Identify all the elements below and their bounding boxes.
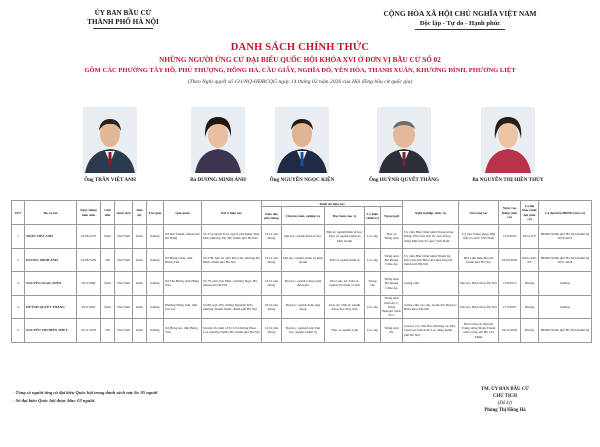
org-underline bbox=[93, 28, 153, 29]
cell-gender: Nữ bbox=[101, 248, 115, 272]
cell-hometown: Xã Tân Hưng, tỉnh Hưng Yên bbox=[164, 272, 202, 296]
cell-na-delegate: Khóa XV bbox=[521, 225, 539, 249]
cell-language: Tiếng Anh trình độ C; Tiếng Bungari trình độ C bbox=[382, 296, 401, 318]
table-row bbox=[12, 272, 592, 296]
col-header-general-edu: Giáo dục phổ thông bbox=[262, 207, 282, 225]
issuing-organization bbox=[28, 9, 218, 29]
cell-pc-delegate: HĐND thành phố Hà Nội nhiệm kỳ 2021-2026 bbox=[539, 248, 592, 272]
cell-occupation: Cán bộ, Ủy viên Ban Thường vụ, Phó Chủ tịch Liên đoàn Lao động thành phố Hà Nội bbox=[403, 319, 459, 343]
cell-nationality: Việt Nam bbox=[115, 248, 133, 272]
cell-specialty: Đại học, ngành Quản trị kinh doanh bbox=[282, 248, 325, 272]
portrait-caption: Ông TRẦN VIỆT ANH bbox=[84, 177, 136, 183]
col-header-hometown: Quê quán bbox=[164, 201, 202, 225]
col-header-stt: STT bbox=[12, 201, 25, 225]
resolution-note: (Theo Nghị quyết số 131/NQ-HĐBCQG ngày 14 tháng 02 năm 2026 của Hội đồng bầu cử quốc gia) bbox=[187, 79, 413, 85]
national-motto bbox=[345, 9, 575, 30]
col-header-education-group: Trình độ hiện nay bbox=[262, 201, 403, 207]
cell-residence: Số 89, ngõ 295, đường Nguyễn Trãi, phường Thanh Xuân, thành phố Hà Nội bbox=[202, 295, 262, 319]
cell-workplace: Ủy ban Trung ương Mặt trận Tổ quốc Việt Nam bbox=[459, 225, 499, 249]
cell-na-delegate: Không bbox=[521, 295, 539, 319]
sign-title: CHỦ TỊCH bbox=[492, 394, 518, 399]
cell-gender: Nữ bbox=[101, 319, 115, 343]
table-row bbox=[12, 225, 592, 249]
col-header-na-delegate: Là đại biểu Quốc hội (nếu có) bbox=[521, 201, 539, 225]
col-header-pc-delegate: Là đại biểu HĐND (nếu có) bbox=[539, 201, 592, 225]
cell-na-delegate: Không bbox=[521, 319, 539, 343]
cell-pc-delegate: Không bbox=[539, 295, 592, 319]
document-subtitle: NHỮNG NGƯỜI ỨNG CỬ ĐẠI BIỂU QUỐC HỘI KHÓA XVI Ở ĐƠN VỊ BẦU CỬ SỐ 02 bbox=[159, 56, 441, 64]
cell-occupation: Giảng viên cao cấp, Giám đốc Đại học Bách khoa Hà Nội bbox=[403, 295, 459, 319]
col-header-name: Họ và tên bbox=[25, 201, 77, 225]
org-line-1: ỦY BAN BẦU CỬ bbox=[94, 9, 152, 17]
col-header-dob: Ngày tháng năm sinh bbox=[77, 201, 101, 225]
portrait-caption: Bà NGUYỄN THỊ HIỀN THỦY bbox=[472, 177, 544, 183]
portrait-photo bbox=[191, 107, 245, 173]
portrait-photo bbox=[377, 107, 431, 173]
cell-dob: 30/3/1980 bbox=[77, 272, 101, 296]
cell-stt: 1 bbox=[12, 225, 25, 249]
cell-degree: Phó Giáo sư; Tiến sĩ, ngành Kỹ thuật cơ khí bbox=[325, 272, 365, 296]
signature-block bbox=[430, 386, 580, 414]
cell-language: Tiếng Anh B1 bbox=[381, 319, 403, 343]
cell-ethnicity: Kinh bbox=[133, 248, 147, 272]
cell-ethnicity: Kinh bbox=[133, 272, 147, 296]
cell-language: Tiếng Anh B2 khung Châu Âu bbox=[381, 248, 403, 272]
cell-political: Cao cấp bbox=[365, 248, 381, 272]
constituency-wards: GỒM CÁC PHƯỜNG TÂY HỒ, PHÚ THƯỢNG, HỒNG HÀ, CẦU GIẤY, NGHĨA ĐÔ, YÊN HÒA, THANH XUÂN, KHƯƠNG ĐÌNH, PHƯƠNG LIỆT bbox=[84, 67, 516, 74]
cell-stt: 5 bbox=[12, 319, 25, 343]
cell-name: TRẦN VIỆT ANH bbox=[25, 225, 77, 249]
cell-dob: 01/08/1979 bbox=[77, 248, 101, 272]
cell-general-edu: 12/12 phổ thông bbox=[262, 225, 282, 249]
col-header-workplace: Nơi công tác bbox=[459, 201, 499, 225]
cell-religion: Không bbox=[147, 295, 164, 319]
cell-general-edu: 12/12 phổ thông bbox=[262, 272, 282, 296]
cell-nationality: Việt Nam bbox=[115, 272, 133, 296]
cell-religion: Không bbox=[147, 272, 164, 296]
col-header-residence: Nơi ở hiện nay bbox=[202, 201, 262, 225]
cell-party-date: 27/3/2007 bbox=[499, 295, 521, 319]
cell-general-edu: 10/10 phổ thông bbox=[262, 295, 282, 319]
col-header-degree: Học hàm, học vị bbox=[325, 207, 365, 225]
cell-party-date: 15/8/2012 bbox=[499, 272, 521, 296]
cell-religion: Không bbox=[147, 225, 164, 249]
cell-political: Cao cấp bbox=[365, 319, 381, 343]
seats-note: - Số đại biểu Quốc hội được bầu: 03 người. bbox=[13, 398, 96, 403]
candidate-count-note: - Tổng số người ứng cử đại biểu Quốc hội trong danh sách này là: 05 người bbox=[13, 390, 158, 395]
cell-nationality: Việt Nam bbox=[115, 295, 133, 319]
col-header-party-date: Ngày vào Đảng (nếu có) bbox=[499, 201, 521, 225]
portrait-photo bbox=[275, 107, 329, 173]
col-header-political: Lý luận chính trị bbox=[365, 207, 381, 225]
cell-religion: Không bbox=[147, 248, 164, 272]
cell-gender: Nam bbox=[101, 225, 115, 249]
cell-occupation: Ủy viên Ban Chấp hành Trung ương Đảng; Phó Chủ tịch Ủy ban Trung ương Mặt trận Tổ quốc Việt Nam bbox=[403, 225, 459, 249]
cell-gender: Nam bbox=[101, 272, 115, 296]
cell-gender: Nam bbox=[101, 295, 115, 319]
col-header-language: Ngoại ngữ bbox=[381, 207, 403, 225]
cell-workplace: Hội Liên hiệp Phụ nữ thành phố Hà Nội bbox=[459, 248, 499, 272]
cell-party-date: 03/02/2005 bbox=[499, 248, 521, 272]
cell-occupation: Ủy viên Ban Chấp hành Thành ủy; Phó Chủ tịch Hội Liên hiệp Phụ nữ thành phố Hà Nội bbox=[403, 248, 459, 272]
cell-general-edu: 12/12 phổ thông bbox=[262, 248, 282, 272]
table-row bbox=[12, 248, 592, 272]
cell-pc-delegate: HĐND thành phố Hà Nội nhiệm kỳ 2016-2021 bbox=[539, 225, 592, 249]
footer-notes bbox=[13, 389, 158, 405]
portrait-photo bbox=[83, 107, 137, 173]
cell-residence: Số 37A ngách 9/12, ngõ 9 phố Đặng Thai Mai, phường Tây Hồ, thành phố Hà Nội bbox=[202, 225, 262, 249]
cell-degree: Thạc sĩ, ngành Luật bbox=[325, 319, 365, 343]
table-row bbox=[12, 295, 592, 319]
cell-hometown: Phường Đông Sơn, tỉnh Gia Lai bbox=[164, 295, 202, 319]
cell-workplace: Đại học Bách khoa Hà Nội bbox=[459, 295, 499, 319]
cell-residence: Số nhà 36, hẻm 135/15/32 đường Phan Lai, phường Nghĩa Đô, thành phố Hà Nội bbox=[202, 319, 262, 343]
cell-ethnicity: Kinh bbox=[133, 319, 147, 343]
cell-language: Tiếng Anh B2 khung Châu Âu bbox=[381, 272, 403, 296]
cell-pc-delegate: HĐND thành phố Hà Nội nhiệm kỳ bbox=[539, 319, 592, 343]
cell-specialty: Đại học, ngành Luật; Đại học, ngành Chính trị bbox=[282, 319, 325, 343]
cell-residence: Số 27B, ngõ 10, phố Đội Cấn, phường Ba Đình, thành phố Hà Nội bbox=[202, 248, 262, 272]
document-title: DANH SÁCH CHÍNH THỨC bbox=[230, 42, 370, 53]
cell-degree: Tiến sĩ, ngành Kinh tế học; Thạc sĩ, ngành Quản trị kinh doanh bbox=[325, 225, 365, 249]
cell-dob: 25/11/1976 bbox=[77, 319, 101, 343]
cell-stt: 4 bbox=[12, 295, 25, 319]
cell-workplace: Ban Công tác Phụ nữ Trung ương Đoàn Thanh niên Cộng sản Hồ Chí Minh bbox=[459, 319, 499, 343]
signer-name: Phùng Thị Hồng Hà bbox=[484, 408, 526, 413]
cell-specialty: Đại học, ngành Toán ứng dụng bbox=[282, 295, 325, 319]
col-header-occupation: Nghề nghiệp, chức vụ bbox=[403, 201, 459, 225]
col-header-gender: Giới tính bbox=[101, 201, 115, 225]
nation-line-1: CỘNG HÒA XÃ HỘI CHỦ NGHĨA VIỆT NAM bbox=[383, 9, 537, 18]
cell-hometown: Xã Hồng Châu, tỉnh Hưng Yên bbox=[164, 248, 202, 272]
cell-workplace: Đại học Bách khoa Hà Nội bbox=[459, 272, 499, 296]
table-row bbox=[12, 319, 592, 343]
cell-ethnicity: Kinh bbox=[133, 295, 147, 319]
col-header-ethnicity: Dân tộc bbox=[133, 201, 147, 225]
nation-line-2: Độc lập - Tự do - Hạnh phúc bbox=[419, 19, 501, 27]
cell-language: Thạc sĩ, Tiếng Anh bbox=[381, 225, 403, 249]
cell-name: DƯƠNG MINH ÁNH bbox=[25, 248, 77, 272]
cell-nationality: Việt Nam bbox=[115, 225, 133, 249]
cell-name: NGUYỄN NGỌC KIỆN bbox=[25, 272, 77, 296]
cell-occupation: Giảng viên bbox=[403, 272, 459, 296]
cell-degree: Giáo sư; Tiến sĩ, ngành Khoa học máy tính bbox=[325, 295, 365, 319]
cell-hometown: Xã Núi Thành, thành phố Đà Nẵng bbox=[164, 225, 202, 249]
portrait-photo bbox=[481, 107, 535, 173]
portrait-caption: Bà DƯƠNG MINH ÁNH bbox=[190, 177, 246, 183]
cell-dob: 22/08/1975 bbox=[77, 225, 101, 249]
cell-degree: Tiến sĩ, ngành Kinh tế bbox=[325, 248, 365, 272]
cell-stt: 2 bbox=[12, 248, 25, 272]
cell-party-date: 19/12/2002 bbox=[499, 319, 521, 343]
cell-ethnicity: Kinh bbox=[133, 225, 147, 249]
cell-hometown: Xã Hồng An, tỉnh Hưng Yên bbox=[164, 319, 202, 343]
portrait-caption: Ông NGUYỄN NGỌC KIỆN bbox=[269, 177, 335, 183]
cell-na-delegate: Khóa XIV, XV bbox=[521, 248, 539, 272]
cell-stt: 3 bbox=[12, 272, 25, 296]
cell-religion: Không bbox=[147, 319, 164, 343]
col-header-religion: Tôn giáo bbox=[147, 201, 164, 225]
portrait-caption: Ông HUỲNH QUYẾT THẮNG bbox=[369, 177, 439, 183]
cell-residence: Số 78, phố Vạn Phúc, phường Ngọc Hà, thành phố Hà Nội bbox=[202, 272, 262, 296]
cell-political: Cao cấp bbox=[365, 225, 381, 249]
motto-underline bbox=[415, 29, 505, 30]
cell-name: HUỲNH QUYẾT THẮNG bbox=[25, 295, 77, 319]
cell-nationality: Việt Nam bbox=[115, 319, 133, 343]
cell-name: NGUYỄN THỊ HIỀN THỦY bbox=[25, 319, 77, 343]
cell-specialty: Đại học, ngành Công nghệ thông tin bbox=[282, 272, 325, 296]
col-header-specialty: Chuyên môn, nghiệp vụ bbox=[282, 207, 325, 225]
cell-specialty: Đại học, ngành Kinh tế học bbox=[282, 225, 325, 249]
cell-political: Trung cấp bbox=[365, 272, 381, 296]
signed-mark: (Đã ký) bbox=[497, 401, 513, 406]
cell-pc-delegate: Không bbox=[539, 272, 592, 296]
sign-org: TM. ỦY BAN BẦU CỬ bbox=[480, 387, 529, 392]
candidate-table bbox=[11, 200, 592, 343]
cell-party-date: 12/9/2005 bbox=[499, 225, 521, 249]
cell-na-delegate: Không bbox=[521, 272, 539, 296]
org-line-2: THÀNH PHỐ HÀ NỘI bbox=[87, 18, 159, 26]
cell-political: Cao cấp bbox=[365, 295, 381, 319]
cell-dob: 29/5/1967 bbox=[77, 295, 101, 319]
col-header-nationality: Quốc tịch bbox=[115, 201, 133, 225]
cell-general-edu: 12/12 phổ thông bbox=[262, 319, 282, 343]
